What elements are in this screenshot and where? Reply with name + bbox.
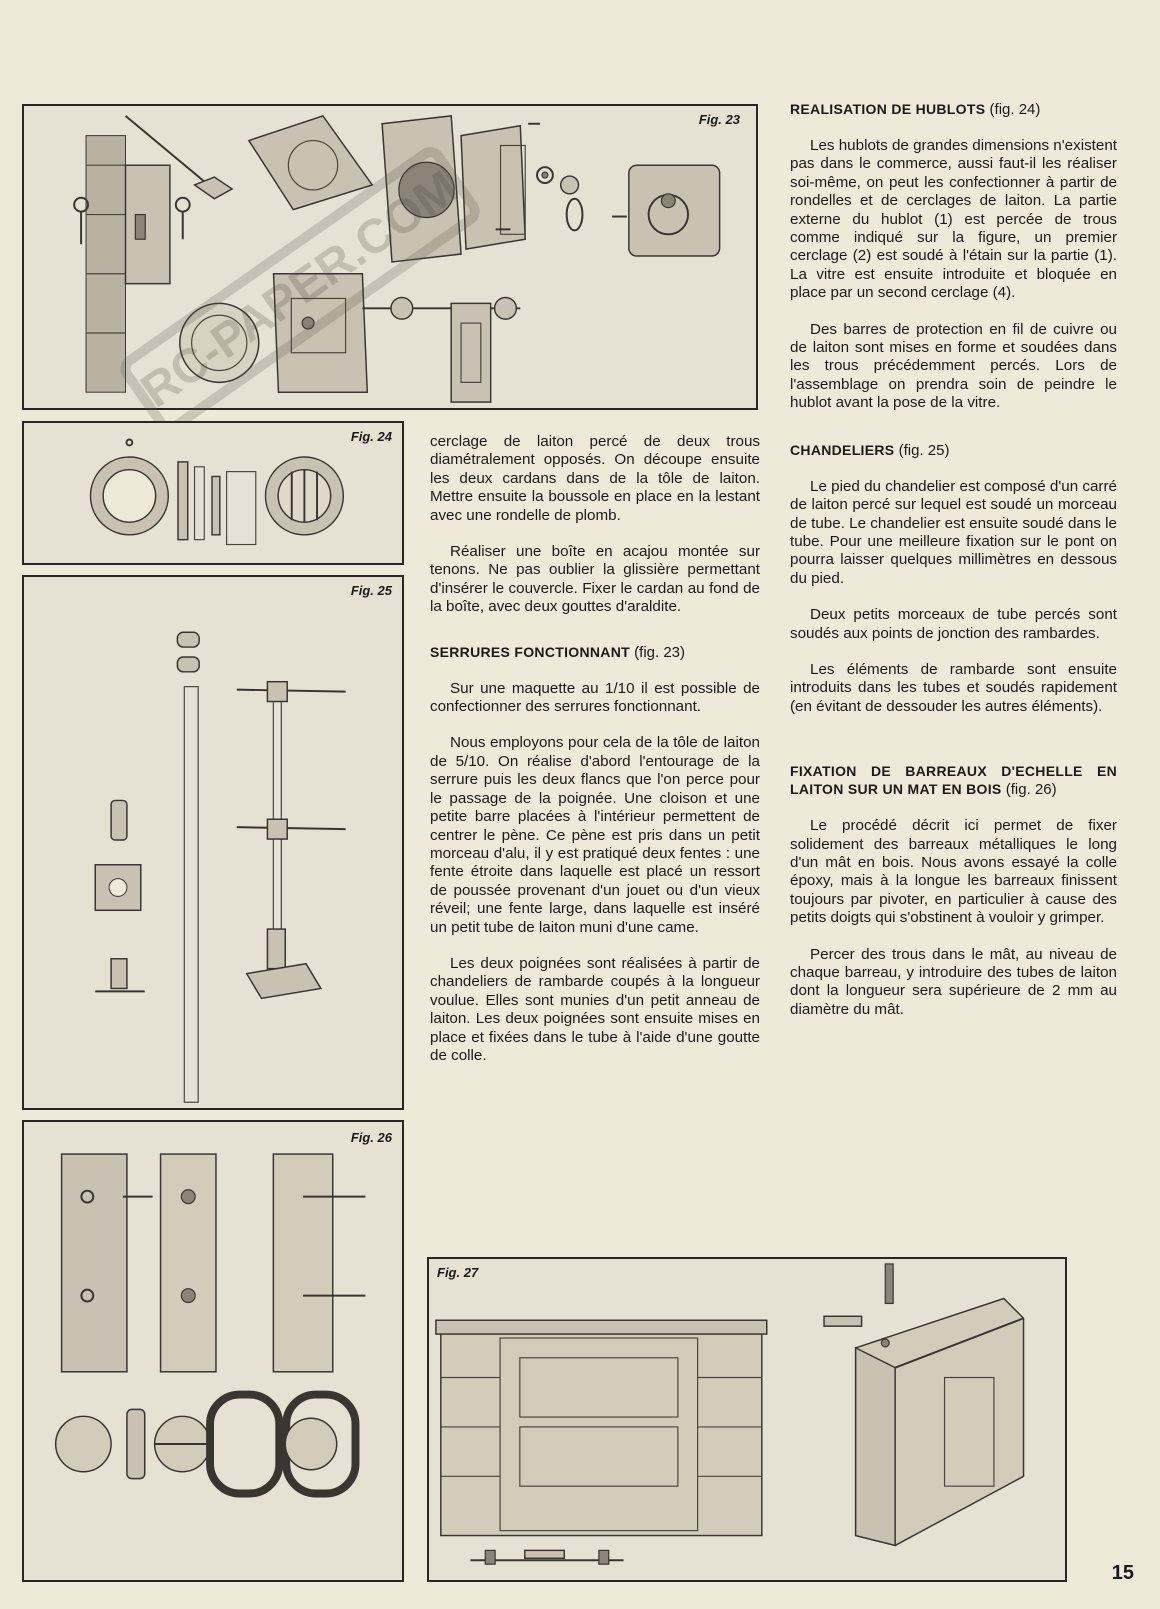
paragraph: Les hublots de grandes dimensions n'existent pas dans le commerce, aussi faut-il les réaliser soi-même, on peut les confectionner à partir de rondelles et de cerclages de laiton. La partie externe du hublot (1) est percée de trous comme indiqué sur la figure, un premier cerclage (2) est soudé à l'étain sur la partie (1). La vitre est ensuite introduite et bloquée en place par un second cerclage (4).	[790, 137, 1117, 302]
right-column	[790, 100, 1117, 1037]
section-heading-fixation: FIXATION DE BARREAUX D'ECHELLE EN LAITON SUR UN MAT EN BOIS (fig. 26)	[790, 763, 1117, 799]
paragraph: Réaliser une boîte en acajou montée sur tenons. Ne pas oublier la glissière permettant d'insérer le couvercle. Fixer le cardan au fond de la boîte, avec deux gouttes d'araldite.	[430, 543, 760, 616]
figure-24	[22, 421, 404, 565]
watermark-text: RC-PAPER.COM	[131, 161, 468, 419]
paragraph: Les éléments de rambarde sont ensuite introduits dans les tubes et soudés rapidement (en évitant de dessouder les autres éléments).	[790, 660, 1117, 715]
figure-27	[427, 1257, 1067, 1582]
paragraph: Nous employons pour cela de la tôle de laiton de 5/10. On réalise d'abord l'entourage de la serrure puis les deux flancs que l'on perce pour le passage de la poignée. Une cloison et une petite barre placées à l'intérieur permettent de centrer le pène. Ce pène est pris dans un petit morceau d'alu, il y est pratiqué deux fentes : une fente étroite dans laquelle est placé un ressort de poussée provenant d'un jouet ou d'un vieux réveil; une fente large, dans laquelle est inséré un petit tube de laiton muni d'une came.	[430, 734, 760, 936]
porthole-illustration	[24, 423, 402, 563]
box-illustration	[429, 1259, 1065, 1580]
watermark-stamp	[90, 140, 510, 440]
paragraph: Percer des trous dans le mât, au niveau de chaque barreau, y introduire des tubes de laiton dont la longueur sera supérieure de 2 mm au diamètre du mât.	[790, 945, 1117, 1018]
middle-column	[430, 433, 760, 1083]
figure-24-label: Fig. 24	[350, 429, 392, 444]
paragraph: cerclage de laiton percé de deux trous diamétralement opposés. On découpe ensuite les deux cardans dans de la tôle de laiton. Mettre ensuite la boussole en place en la lestant avec une rondelle de plomb.	[430, 433, 760, 524]
figure-25-label: Fig. 25	[350, 583, 392, 598]
figure-27-label: Fig. 27	[437, 1265, 479, 1280]
figure-26-label: Fig. 26	[350, 1130, 392, 1145]
page-number: 15	[1111, 1562, 1134, 1584]
figure-25	[22, 575, 404, 1110]
stanchion-illustration	[24, 577, 402, 1108]
paragraph: Sur une maquette au 1/10 il est possible de confectionner des serrures fonctionnant.	[430, 679, 760, 716]
paragraph: Des barres de protection en fil de cuivre ou de laiton sont mises en forme et soudées dans les trous précédemment percés. Lors de l'assemblage on prendra soin de peindre le hublot avant la pose de la vitre.	[790, 320, 1117, 412]
ladder-rung-illustration	[24, 1122, 402, 1580]
section-heading-hublots: REALISATION DE HUBLOTS (fig. 24)	[790, 101, 1041, 118]
section-heading-chandeliers: CHANDELIERS (fig. 25)	[790, 441, 950, 459]
section-heading-serrures: SERRURES FONCTIONNANT (fig. 23)	[430, 643, 686, 661]
figure-23-label: Fig. 23	[698, 112, 740, 127]
paragraph: Le pied du chandelier est composé d'un carré de laiton percé sur lequel est soudé un morceau de tube. Le chandelier est ensuite soudé dans le tube. Pour une meilleure fixation sur le pont on pourra laisser quelques millimètres en dessous du pied.	[790, 477, 1117, 587]
paragraph: Les deux poignées sont réalisées à partir de chandeliers de rambarde coupés à la longueur voulue. Elles sont munies d'un petit anneau de laiton. Les deux poignées sont ensuite mises en place et fixées dans le tube à l'aide d'une goutte de colle.	[430, 954, 760, 1064]
figure-26	[22, 1120, 404, 1582]
paragraph: Le procédé décrit ici permet de fixer solidement des barreaux métalliques le long d'un mât en bois. Nous avons essayé la colle époxy, mais à la longue les barreaux finissent toujours par pivoter, en particulier à cause des petits doigts qui s'obstinent à vouloir y grimper.	[790, 817, 1117, 927]
paragraph: Deux petits morceaux de tube percés sont soudés aux points de jonction des rambardes.	[790, 606, 1117, 642]
